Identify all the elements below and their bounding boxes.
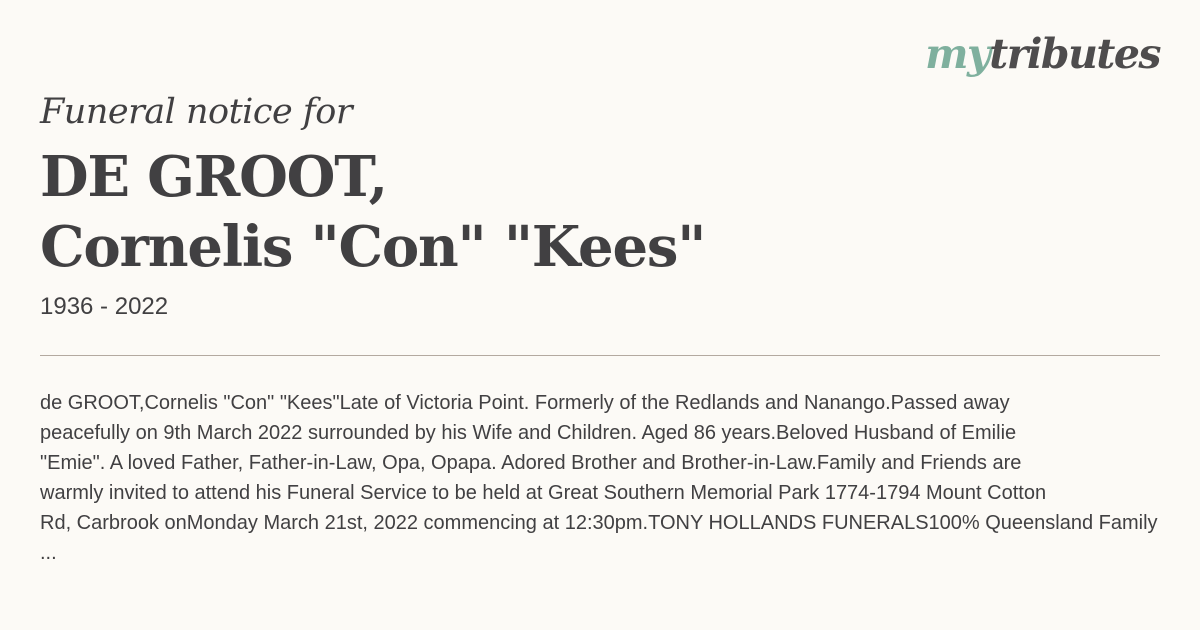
- notice-label: Funeral notice for: [40, 92, 353, 132]
- notice-body-line: de GROOT,Cornelis "Con" "Kees"Late of Victoria Point. Formerly of the Redlands and Nanango.Passed away: [40, 392, 1010, 414]
- notice-body-line: peacefully on 9th March 2022 surrounded by his Wife and Children. Aged 86 years.Beloved Husband of Emilie: [40, 422, 1017, 444]
- notice-body-line: "Emie". A loved Father, Father-in-Law, Opa, Opapa. Adored Brother and Brother-in-Law.Family and Friends are: [40, 452, 1022, 474]
- divider: [40, 355, 1160, 356]
- logo-tributes: tributes: [989, 30, 1160, 78]
- deceased-surname: DE GROOT,: [40, 144, 387, 210]
- deceased-given-names: Cornelis "Con" "Kees": [40, 214, 706, 280]
- notice-body-line: warmly invited to attend his Funeral Service to be held at Great Southern Memorial Park 1774-1794 Mount Cotton: [40, 482, 1047, 504]
- notice-body-line: Rd, Carbrook onMonday March 21st, 2022 commencing at 12:30pm.TONY HOLLANDS FUNERALS100% Queensland Family: [40, 512, 1158, 534]
- mytributes-logo[interactable]: [925, 30, 1160, 78]
- life-years: 1936 - 2022: [40, 293, 169, 320]
- deceased-name: [40, 142, 705, 282]
- notice-body: [40, 388, 1200, 570]
- logo-my: my: [925, 30, 990, 78]
- notice-body-ellipsis: ...: [40, 542, 57, 564]
